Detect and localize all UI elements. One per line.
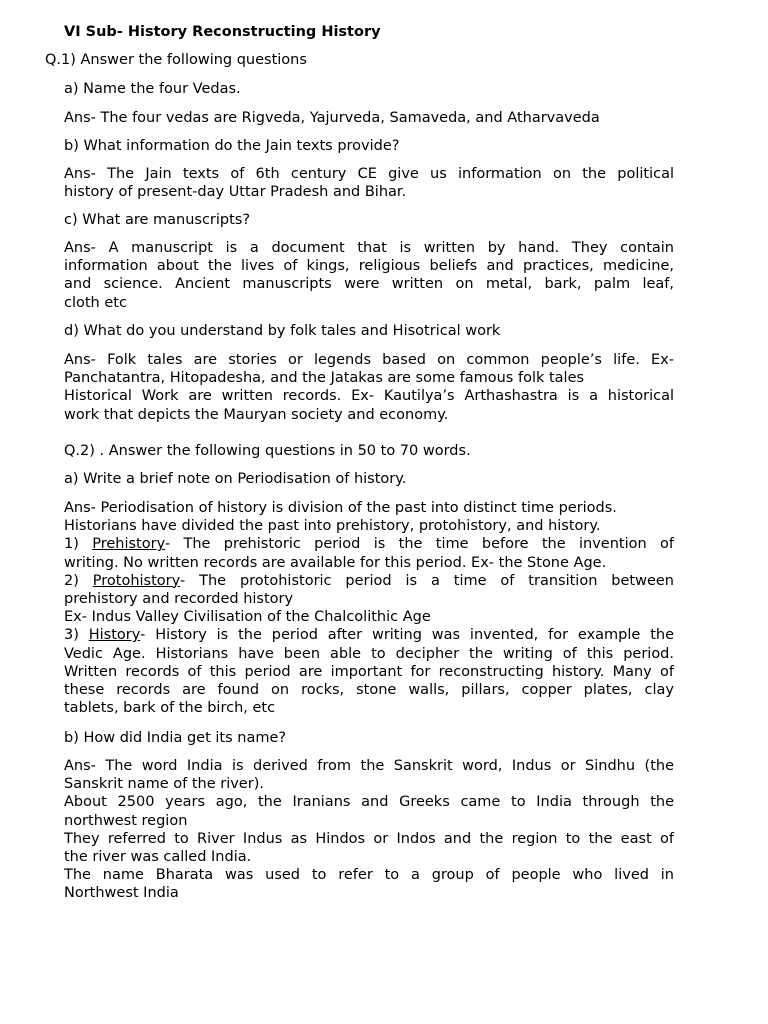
answer-line: Vedic Age. Historians have been able to decipher the writing of this period. bbox=[64, 645, 674, 662]
answer-line: Written records of this period are important for reconstructing history. Many of bbox=[64, 663, 674, 680]
protohistory-term: Protohistory bbox=[92, 572, 180, 589]
answer-line: tablets, bark of the birch, etc bbox=[64, 700, 276, 717]
answer-line: writing. No written records are available for this period. Ex- the Stone Age. bbox=[64, 554, 607, 571]
q2-b-answer bbox=[64, 757, 674, 903]
answer-line: Northwest India bbox=[64, 885, 179, 902]
answer-line: work that depicts the Mauryan society and economy. bbox=[64, 406, 449, 423]
answer-line: information about the lives of kings, religious beliefs and practices, medicine, bbox=[64, 258, 674, 275]
answer-line: Sanskrit name of the river). bbox=[64, 776, 264, 793]
answer-line: Historians have divided the past into prehistory, protohistory, and history. bbox=[64, 518, 601, 535]
answer-line: 2) Protohistory- The protohistoric period is a time of transition between bbox=[64, 572, 674, 589]
answer-line: cloth etc bbox=[64, 294, 127, 311]
q1-a-answer: Ans- The four vedas are Rigveda, Yajurveda, Samaveda, and Atharvaveda bbox=[64, 110, 600, 126]
answer-line: The name Bharata was used to refer to a group of people who lived in bbox=[64, 867, 674, 884]
answer-line: northwest region bbox=[64, 812, 188, 829]
answer-line: prehistory and recorded history bbox=[64, 591, 294, 608]
answer-line: Ans- The word India is derived from the Sanskrit word, Indus or Sindhu (the bbox=[64, 758, 674, 774]
q1-a-question: a) Name the four Vedas. bbox=[64, 81, 241, 97]
prehistory-term: Prehistory bbox=[92, 536, 165, 553]
q1-heading: Q.1) Answer the following questions bbox=[45, 52, 307, 68]
answer-line: Ans- The Jain texts of 6th century CE give us information on the political bbox=[64, 166, 674, 182]
q2-a-question: a) Write a brief note on Periodisation of history. bbox=[64, 471, 407, 487]
history-term: History bbox=[88, 627, 141, 644]
answer-line: history of present-day Uttar Pradesh and Bihar. bbox=[64, 184, 407, 201]
q1-c-answer bbox=[64, 239, 674, 312]
answer-line: 3) History- History is the period after writing was invented, for example the bbox=[64, 627, 674, 644]
answer-line: Historical Work are written records. Ex- Kautilya’s Arthashastra is a historical bbox=[64, 388, 674, 405]
page-title: VI Sub- History Reconstructing History bbox=[64, 24, 381, 40]
answer-line: They referred to River Indus as Hindos or Indos and the region to the east of bbox=[64, 830, 674, 847]
answer-line: Ex- Indus Valley Civilisation of the Chalcolithic Age bbox=[64, 609, 431, 626]
answer-line: the river was called India. bbox=[64, 849, 252, 866]
q1-b-question: b) What information do the Jain texts provide? bbox=[64, 138, 400, 154]
answer-line: and science. Ancient manuscripts were written on metal, bark, palm leaf, bbox=[64, 276, 674, 293]
answer-line: these records are found on rocks, stone walls, pillars, copper plates, clay bbox=[64, 682, 674, 699]
q2-heading: Q.2) . Answer the following questions in 50 to 70 words. bbox=[64, 443, 471, 459]
q2-b-question: b) How did India get its name? bbox=[64, 730, 287, 746]
q1-d-question: d) What do you understand by folk tales and Hisotrical work bbox=[64, 323, 501, 339]
answer-line: About 2500 years ago, the Iranians and Greeks came to India through the bbox=[64, 794, 674, 811]
answer-line: Ans- Folk tales are stories or legends based on common people’s life. Ex- bbox=[64, 352, 674, 368]
q1-c-question: c) What are manuscripts? bbox=[64, 212, 251, 228]
answer-line: Ans- A manuscript is a document that is written by hand. They contain bbox=[64, 240, 674, 256]
q1-d-answer bbox=[64, 351, 674, 424]
q2-a-answer bbox=[64, 499, 674, 717]
answer-line: Ans- Periodisation of history is division of the past into distinct time periods. bbox=[64, 500, 617, 516]
answer-line: 1) Prehistory- The prehistoric period is the time before the invention of bbox=[64, 536, 674, 553]
answer-line: Panchatantra, Hitopadesha, and the Jatakas are some famous folk tales bbox=[64, 370, 585, 387]
q1-b-answer bbox=[64, 165, 674, 201]
